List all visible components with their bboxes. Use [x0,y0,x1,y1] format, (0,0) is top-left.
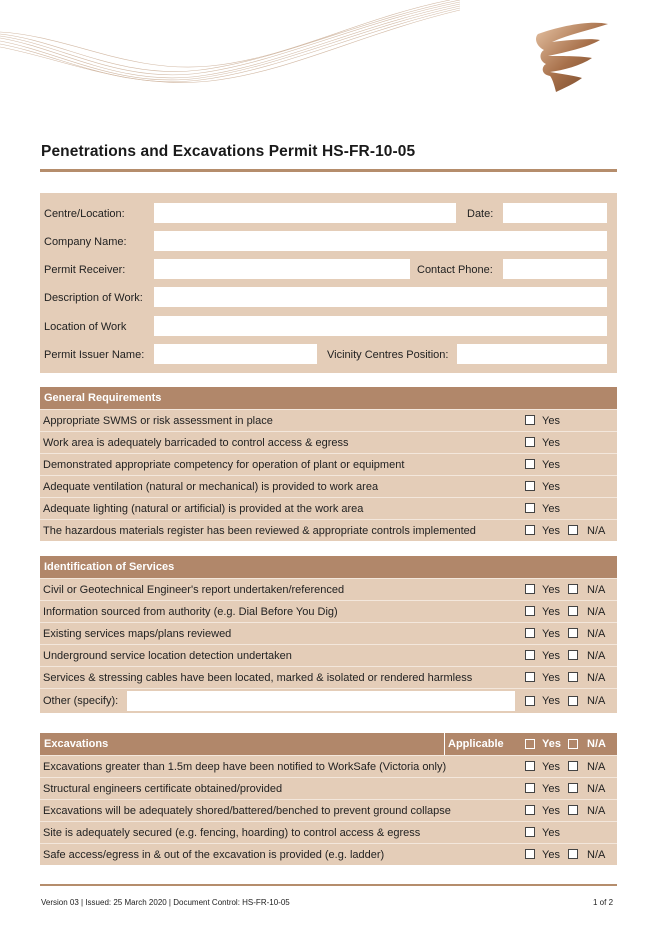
yes-label: Yes [542,695,560,707]
yes-label: Yes [542,672,560,684]
description-of-work-label: Description of Work: [44,292,143,304]
na-label: N/A [587,805,606,817]
na-label: N/A [587,525,606,537]
yes-checkbox[interactable] [525,761,535,771]
row-text: Adequate ventilation (natural or mechanical) is provided to work area [43,481,379,493]
row-text: Services & stressing cables have been located, marked & isolated or rendered harmless [43,672,473,684]
title-underline [40,169,617,172]
yes-checkbox[interactable] [525,672,535,682]
section-heading: Excavations [44,738,109,750]
company-name-field[interactable] [154,231,607,251]
row-text: Civil or Geotechnical Engineer's report undertaken/referenced [43,584,345,596]
row-text: Excavations greater than 1.5m deep have been notified to WorkSafe (Victoria only) [43,761,447,773]
na-label: N/A [587,849,606,861]
centre-location-label: Centre/Location: [44,208,125,220]
yes-label: Yes [542,481,560,493]
row-text: Underground service location detection undertaken [43,650,292,662]
centre-location-field[interactable] [154,203,456,223]
yes-checkbox[interactable] [525,584,535,594]
permit-info-panel [40,193,617,373]
na-label: N/A [587,783,606,795]
yes-label: Yes [542,849,560,861]
yes-checkbox[interactable] [525,606,535,616]
footer-version-info: Version 03 | Issued: 25 March 2020 | Document Control: HS-FR-10-05 [41,898,290,907]
yes-label: Yes [542,783,560,795]
yes-checkbox[interactable] [525,783,535,793]
checklist-row [40,475,617,497]
row-text: Existing services maps/plans reviewed [43,628,232,640]
na-label: N/A [587,584,606,596]
footer-rule [40,884,617,886]
na-label: N/A [587,672,606,684]
location-of-work-field[interactable] [154,316,607,336]
row-text: Site is adequately secured (e.g. fencing, hoarding) to control access & egress [43,827,421,839]
other-specify-field[interactable] [127,691,515,711]
other-label: Other (specify): [43,695,119,707]
yes-checkbox[interactable] [525,696,535,706]
vicinity-position-field[interactable] [457,344,607,364]
header-wave-graphic [0,0,460,90]
excavations-section [40,733,617,865]
na-label: N/A [587,761,606,773]
checklist-row [40,755,617,777]
na-applicable-checkbox[interactable] [568,739,578,749]
yes-label: Yes [542,827,560,839]
yes-label: Yes [542,459,560,471]
row-text: Structural engineers certificate obtained/provided [43,783,283,795]
yes-label: Yes [542,805,560,817]
yes-applicable-checkbox[interactable] [525,739,535,749]
row-text: Appropriate SWMS or risk assessment in place [43,415,273,427]
yes-checkbox[interactable] [525,628,535,638]
row-text: Work area is adequately barricaded to control access & egress [43,437,349,449]
na-checkbox[interactable] [568,696,578,706]
yes-label: Yes [542,525,560,537]
checklist-row [40,799,617,821]
checklist-row [40,821,617,843]
yes-checkbox[interactable] [525,650,535,660]
yes-checkbox[interactable] [525,827,535,837]
date-label: Date: [467,208,494,220]
yes-label: Yes [542,415,560,427]
na-checkbox[interactable] [568,606,578,616]
location-of-work-label: Location of Work [44,321,127,333]
yes-label: Yes [542,437,560,449]
checklist-row [40,600,617,622]
checklist-row [40,777,617,799]
na-label: N/A [587,606,606,618]
na-checkbox[interactable] [568,525,578,535]
na-checkbox[interactable] [568,761,578,771]
checklist-row [40,497,617,519]
row-text: Safe access/egress in & out of the excavation is provided (e.g. ladder) [43,849,385,861]
checklist-row [40,666,617,688]
yes-checkbox[interactable] [525,503,535,513]
vicinity-position-label: Vicinity Centres Position: [327,349,449,361]
na-label: N/A [587,650,606,662]
yes-checkbox[interactable] [525,415,535,425]
row-text: Excavations will be adequately shored/battered/benched to prevent ground collapse [43,805,451,817]
description-of-work-field[interactable] [154,287,607,307]
company-name-label: Company Name: [44,236,127,248]
yes-checkbox[interactable] [525,849,535,859]
row-text: Demonstrated appropriate competency for operation of plant or equipment [43,459,405,471]
yes-label: Yes [542,650,560,662]
na-checkbox[interactable] [568,584,578,594]
checklist-row [40,453,617,475]
yes-label: Yes [542,503,560,515]
yes-checkbox[interactable] [525,805,535,815]
company-logo-icon [530,20,610,95]
na-checkbox[interactable] [568,672,578,682]
permit-issuer-name-label: Permit Issuer Name: [44,349,145,361]
contact-phone-field[interactable] [503,259,607,279]
yes-label: Yes [542,738,561,750]
row-text: The hazardous materials register has been reviewed & appropriate controls implemented [43,525,476,537]
applicable-label: Applicable [444,733,504,755]
general-requirements-section [40,387,617,541]
checklist-row [40,644,617,666]
page-title: Penetrations and Excavations Permit HS-FR-10-05 [41,143,416,160]
permit-receiver-field[interactable] [154,259,410,279]
yes-label: Yes [542,584,560,596]
yes-label: Yes [542,761,560,773]
other-row [40,688,617,713]
date-field[interactable] [503,203,607,223]
checklist-row [40,519,617,541]
checklist-row [40,409,617,431]
permit-issuer-name-field[interactable] [154,344,317,364]
na-checkbox[interactable] [568,628,578,638]
na-checkbox[interactable] [568,805,578,815]
yes-label: Yes [542,628,560,640]
yes-checkbox[interactable] [525,481,535,491]
yes-label: Yes [542,606,560,618]
contact-phone-label: Contact Phone: [417,264,493,276]
na-checkbox[interactable] [568,650,578,660]
yes-checkbox[interactable] [525,525,535,535]
checklist-row [40,578,617,600]
section-heading: General Requirements [40,387,617,409]
yes-checkbox[interactable] [525,437,535,447]
checklist-row [40,843,617,865]
excavations-heading-row [40,733,617,755]
identification-of-services-section [40,556,617,713]
na-label: N/A [587,738,606,750]
na-label: N/A [587,628,606,640]
checklist-row [40,431,617,453]
na-checkbox[interactable] [568,849,578,859]
yes-checkbox[interactable] [525,459,535,469]
permit-receiver-label: Permit Receiver: [44,264,126,276]
footer-page-number: 1 of 2 [593,898,614,907]
row-text: Adequate lighting (natural or artificial) is provided at the work area [43,503,364,515]
section-heading: Identification of Services [40,556,617,578]
na-checkbox[interactable] [568,783,578,793]
na-label: N/A [587,695,606,707]
checklist-row [40,622,617,644]
row-text: Information sourced from authority (e.g. Dial Before You Dig) [43,606,338,618]
